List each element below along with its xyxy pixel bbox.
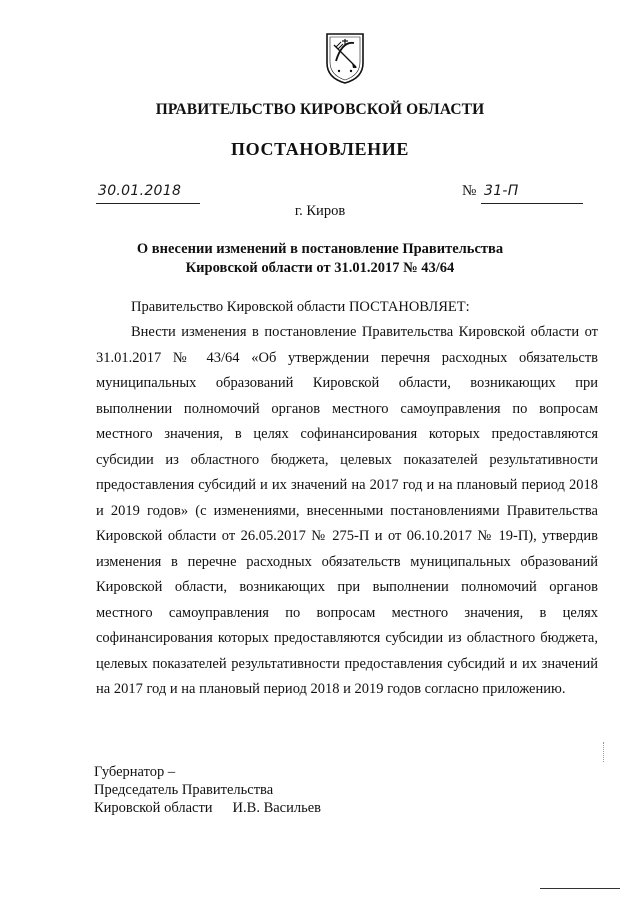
signature-block bbox=[94, 763, 321, 817]
signature-title-1: Губернатор – bbox=[94, 764, 176, 780]
city: г. Киров bbox=[294, 203, 346, 219]
signatory-name: И.В. Васильев bbox=[232, 800, 321, 816]
margin-mark bbox=[603, 742, 607, 762]
date-field bbox=[96, 183, 200, 204]
document-number: 31-П bbox=[484, 183, 519, 199]
document-date: 30.01.2018 bbox=[98, 183, 182, 199]
signature-title-3: Кировской области bbox=[94, 800, 213, 816]
subject-line-1: О внесении изменений в постановление Правительства bbox=[136, 241, 504, 257]
body-paragraph: Внести изменения в постановление Правительства Кировской области от 31.01.2017 № 43/64 «Об утверждении перечня расходных обязательств муниципальных образований Кировской области, возникающих при выполнении полномочий органов местного самоуправления по вопросам местного значения, в целях софинансирования которых предоставляются субсидии из областного бюджета, целевых показателей результативности предоставления субсидий и их значений на 2017 год и на плановый период 2018 и 2019 годов» (с изменениями, внесенными постановлениями Правительства Кировской области от 26.05.2017 № 275-П и от 06.10.2017 № 19-П), утвердив изменения в перечне расходных обязательств муниципальных образований Кировской области, возникающих при выполнении полномочий органов местного самоуправления по вопросам местного значения, в целях софинансирования которых предоставляются субсидии из областного бюджета, целевых показателей результативности предоставления субсидий и их значений на 2017 год и на плановый период 2018 и 2019 годов согласно приложению. bbox=[96, 324, 598, 697]
document-subject bbox=[0, 240, 640, 278]
decree-statement: Правительство Кировской области ПОСТАНОВЛЯЕТ: bbox=[131, 299, 470, 315]
document-type: ПОСТАНОВЛЕНИЕ bbox=[231, 139, 409, 159]
signature-title-3-row bbox=[94, 799, 321, 817]
subject-line-2: Кировской области от 31.01.2017 № 43/64 bbox=[185, 260, 455, 276]
footer-line bbox=[540, 888, 620, 889]
organization-title: ПРАВИТЕЛЬСТВО КИРОВСКОЙ ОБЛАСТИ bbox=[155, 101, 485, 118]
number-label: № bbox=[462, 183, 477, 199]
signature-title-2: Председатель Правительства bbox=[94, 782, 274, 798]
coat-of-arms-icon bbox=[324, 31, 366, 85]
number-field bbox=[481, 183, 583, 204]
